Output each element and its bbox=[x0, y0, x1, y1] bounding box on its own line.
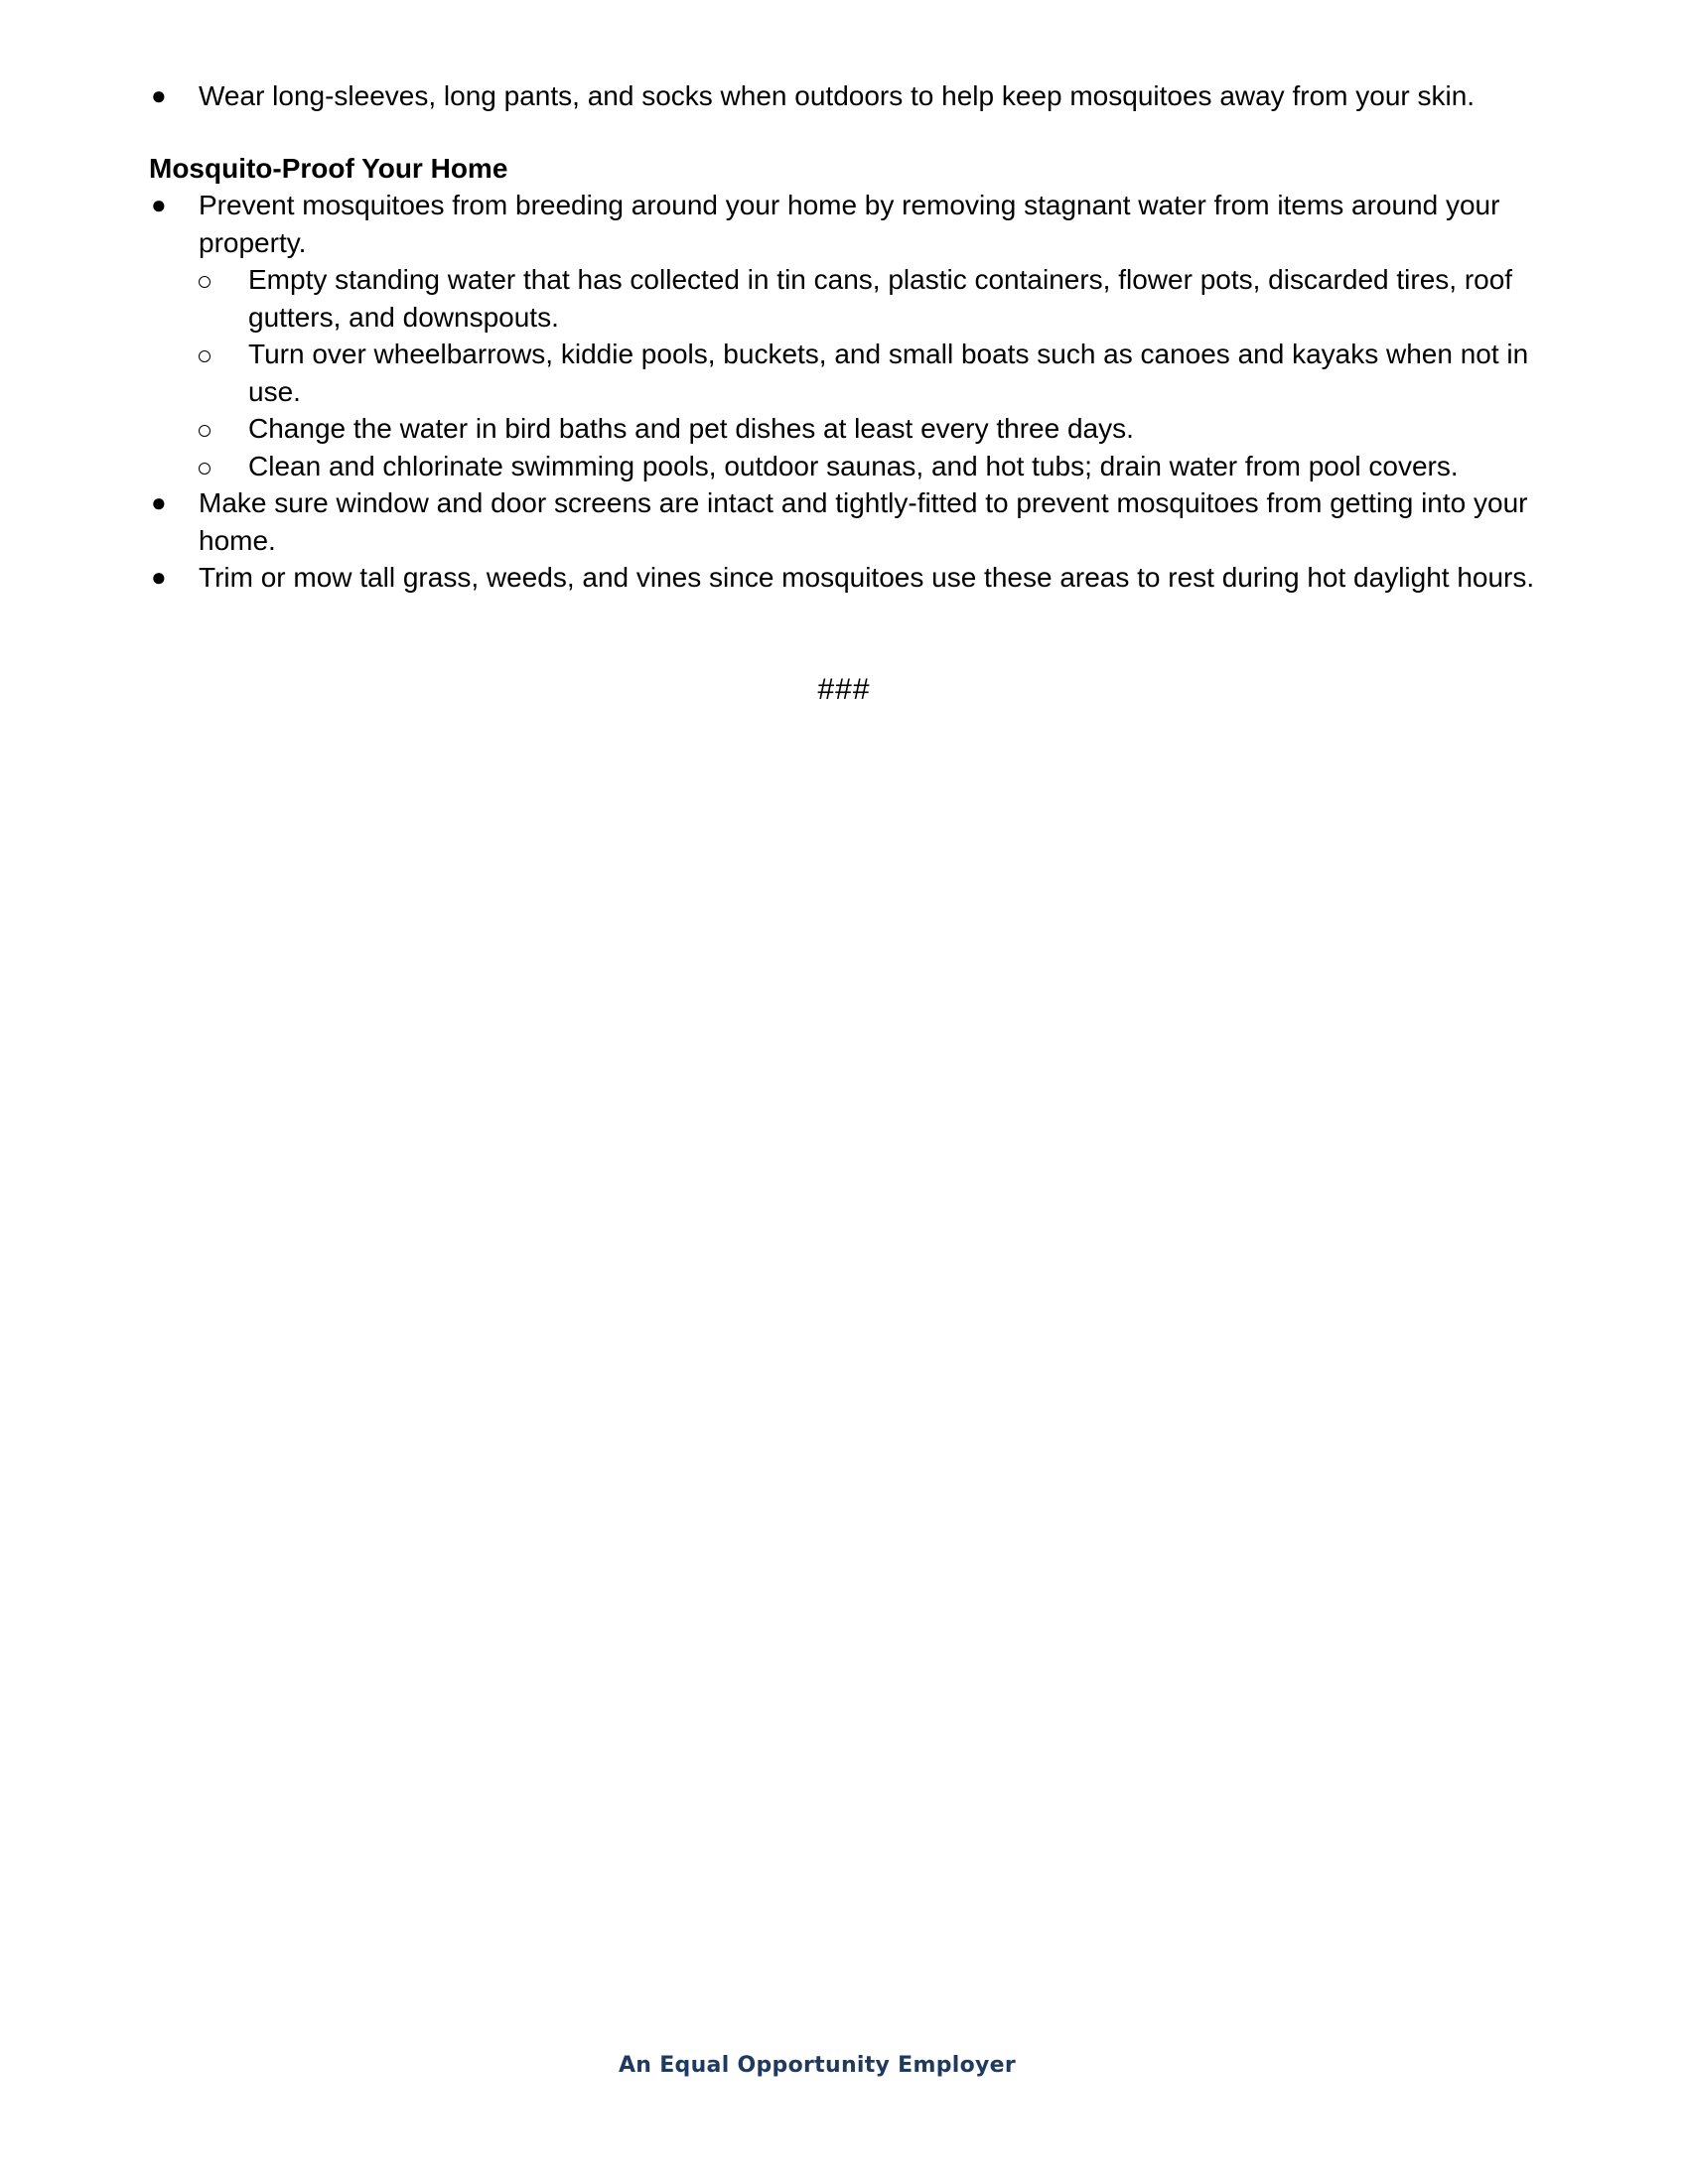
section-heading: Mosquito-Proof Your Home bbox=[149, 152, 508, 184]
sub-bullet-text: Empty standing water that has collected in tin cans, plastic containers, flower pots, discarded tires, roof gutters, and downspouts. bbox=[248, 264, 1513, 333]
document-body bbox=[149, 77, 1539, 597]
sub-bullet-text: Turn over wheelbarrows, kiddie pools, buckets, and small boats such as canoes and kayaks when not in use. bbox=[248, 339, 1529, 407]
circle-bullet-icon bbox=[199, 463, 211, 475]
list-item bbox=[149, 559, 1539, 597]
section-bullet-list bbox=[149, 187, 1539, 261]
bullet-text: Prevent mosquitoes from breeding around your home by removing stagnant water from items around your property. bbox=[199, 190, 1500, 258]
bullet-icon: ● bbox=[151, 487, 167, 517]
bullet-text: Trim or mow tall grass, weeds, and vines since mosquitoes use these areas to rest during hot daylight hours. bbox=[199, 562, 1535, 593]
sub-bullet-text: Clean and chlorinate swimming pools, outdoor saunas, and hot tubs; drain water from pool covers. bbox=[248, 450, 1459, 481]
end-marker: ### bbox=[817, 673, 871, 706]
list-item bbox=[199, 410, 1539, 448]
footer-text: An Equal Opportunity Employer bbox=[618, 2053, 1017, 2078]
bullet-icon: ● bbox=[151, 562, 167, 592]
spacer bbox=[149, 115, 1539, 150]
list-item bbox=[149, 187, 1539, 261]
bullet-icon: ● bbox=[151, 80, 167, 110]
sub-bullet-list bbox=[199, 261, 1539, 484]
list-item bbox=[199, 336, 1539, 410]
list-item bbox=[149, 484, 1539, 559]
bullet-text: Make sure window and door screens are intact and tightly-fitted to prevent mosquitoes from getting into your home. bbox=[199, 487, 1528, 556]
circle-bullet-icon bbox=[199, 276, 211, 288]
intro-bullet-list bbox=[149, 77, 1539, 115]
bullet-icon: ● bbox=[151, 190, 167, 219]
bullet-text: Wear long-sleeves, long pants, and socks when outdoors to help keep mosquitoes away from your skin. bbox=[199, 80, 1476, 111]
sub-bullet-text: Change the water in bird baths and pet dishes at least every three days. bbox=[248, 413, 1134, 444]
list-item bbox=[199, 261, 1539, 336]
circle-bullet-icon bbox=[199, 425, 211, 437]
list-item bbox=[149, 77, 1539, 115]
list-item bbox=[199, 448, 1539, 485]
section-bullet-list-continued bbox=[149, 484, 1539, 597]
circle-bullet-icon bbox=[199, 350, 211, 362]
